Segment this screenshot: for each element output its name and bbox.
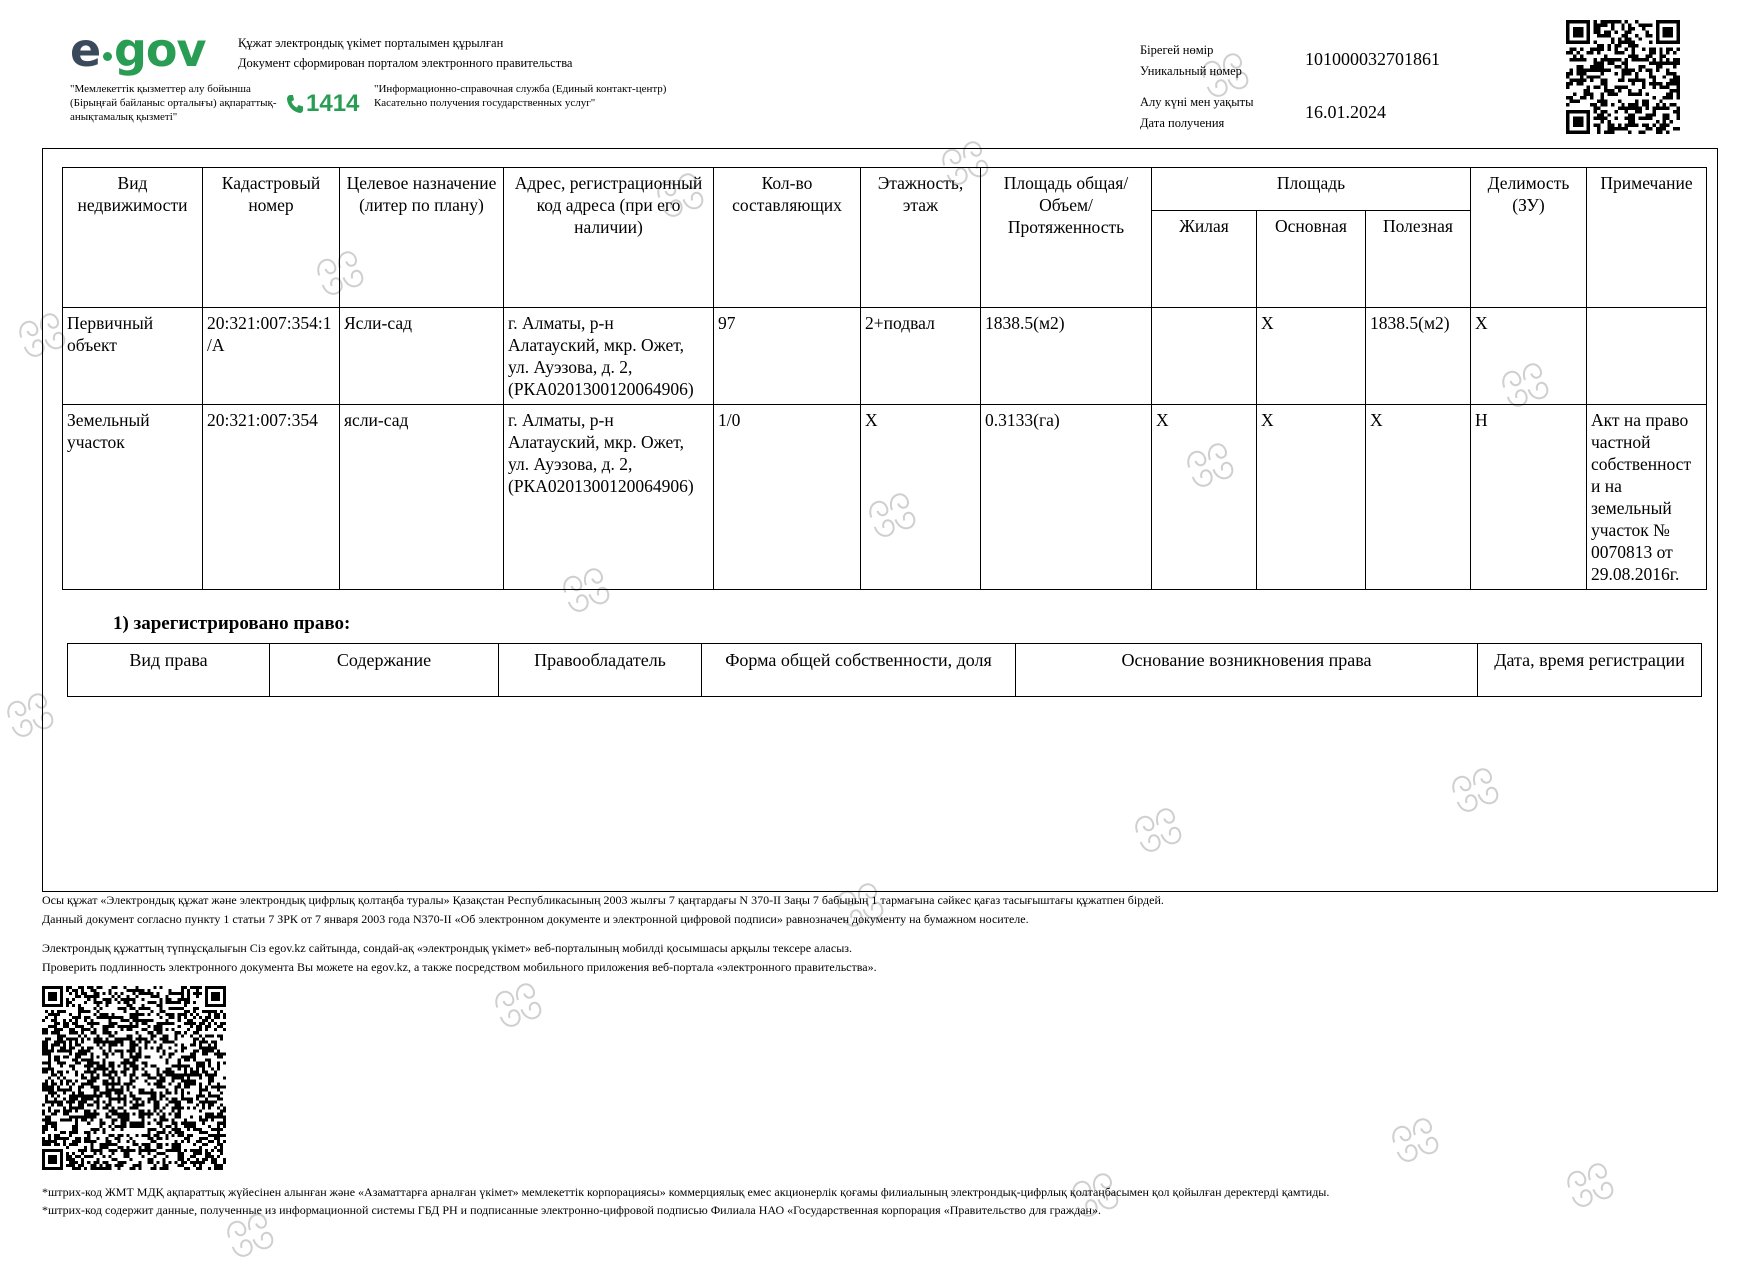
logo-gov: gov [114,23,206,77]
rights-header-holder: Правообладатель [499,644,702,697]
watermark-ornament [488,970,548,1030]
cell-type: Первичный объект [63,308,203,405]
cell-area-total: 1838.5(м2) [981,308,1152,405]
logo-dot [103,52,112,61]
col-header-type: Вид недвижимости [63,168,203,308]
rights-header-ownership-form: Форма общей собственности, доля [702,644,1016,697]
col-header-area-living: Жилая [1152,211,1257,308]
rights-header-content: Содержание [270,644,499,697]
qr-code-bottom [42,986,226,1170]
col-header-area-total: Площадь общая/ Объем/ Протяженность [981,168,1152,308]
col-header-area-useful: Полезная [1366,211,1471,308]
unique-number-label-ru: Уникальный номер [1140,64,1242,78]
cell-divisibility: Н [1471,405,1587,590]
cell-purpose: ясли-сад [340,405,504,590]
unique-number-value: 101000032701861 [1305,49,1440,69]
cell-purpose: Ясли-сад [340,308,504,405]
rights-header-registration-date: Дата, время регистрации [1478,644,1702,697]
logo-e: e [70,23,102,77]
date-label-kk: Алу күні мен уақыты [1140,95,1254,109]
date-value: 16.01.2024 [1305,102,1386,122]
col-header-area-group: Площадь [1152,168,1471,211]
col-header-address: Адрес, регистрационный код адреса (при его наличии) [504,168,714,308]
col-header-divisibility: Делимость (ЗУ) [1471,168,1587,308]
verify-note-ru: Проверить подлинность электронного документа Вы можете на egov.kz, а также посредством мобильного приложения веб-портала «электронного правительства». [42,960,877,974]
rights-header-type: Вид права [68,644,270,697]
col-header-area-main: Основная [1257,211,1366,308]
rights-header-basis: Основание возникновения права [1016,644,1478,697]
cell-cadastral: 20:321:007:354 [203,405,340,590]
col-header-purpose: Целевое назначение (литер по плану) [340,168,504,308]
rights-table [67,643,1702,697]
unique-number-label-kk: Бірегей нөмір [1140,43,1214,57]
rights-section-title: 1) зарегистрировано право: [113,613,351,634]
phone-number-text: 1414 [306,90,360,117]
barcode-note-ru: *штрих-код содержит данные, полученные из информационной системы ГБД РН и подписанные электронно-цифровой подписью Филиала НАО «Государственная корпорация «Правительство для граждан». [42,1203,1101,1217]
contact-center-kk: "Мемлекеттік қызметтер алу бойынша (Бірыңғай байланыс орталығы) ақпараттық-анықтамалық қызметі" [70,83,277,123]
col-header-cadastral: Кадастровый номер [203,168,340,308]
legal-note-ru: Данный документ согласно пункту 1 статьи 7 ЗРК от 7 января 2003 года N370-II «Об электронном документе и электронной цифровой подписи» равнозначен документу на бумажном носителе. [42,912,1029,926]
col-header-components: Кол-во составляющих [714,168,861,308]
cell-type: Земельный участок [63,405,203,590]
phone-icon [286,94,304,114]
cell-floors: 2+подвал [861,308,981,405]
property-table [62,167,1707,590]
cell-area-main: X [1257,405,1366,590]
legal-note-kk: Осы құжат «Электрондық құжат және электрондық цифрлық қолтаңба туралы» Қазақстан Республикасының 2003 жылғы 7 қаңтардағы N 370-II Заңы 7 бабының 1 тармағына сәйкес қағаз тасығыштағы құжатпен бірдей. [42,893,1164,907]
portal-note-ru: Документ сформирован порталом электронного правительства [238,56,573,70]
portal-note-kk: Құжат электрондық үкімет порталымен құрылған [238,36,504,50]
col-header-floors: Этажность, этаж [861,168,981,308]
col-header-note: Примечание [1587,168,1707,308]
table-row [63,308,1707,405]
cell-floors: X [861,405,981,590]
phone-number [286,90,359,118]
cell-address: г. Алматы, р-н Алатауский, мкр. Ожет, ул. Ауэзова, д. 2, (РКА0201300120064906) [504,405,714,590]
cell-components: 97 [714,308,861,405]
verify-note-kk: Электрондық құжаттың түпнұсқалығын Сіз egov.kz сайтында, сондай-ақ «электрондық үкімет» веб-порталының мобилді қосымшасы арқылы тексере аласыз. [42,941,852,955]
watermark-ornament [1560,1150,1620,1210]
cell-cadastral: 20:321:007:354:1/А [203,308,340,405]
date-label-ru: Дата получения [1140,116,1225,130]
cell-divisibility: X [1471,308,1587,405]
cell-address: г. Алматы, р-н Алатауский, мкр. Ожет, ул. Ауэзова, д. 2, (РКА0201300120064906) [504,308,714,405]
cell-components: 1/0 [714,405,861,590]
cell-note [1587,308,1707,405]
cell-note: Акт на право частной собственност и на земельный участок № 0070813 от 29.08.2016г. [1587,405,1707,590]
cell-area-useful: 1838.5(м2) [1366,308,1471,405]
cell-area-living: X [1152,405,1257,590]
watermark-ornament [1385,1105,1445,1165]
cell-area-useful: X [1366,405,1471,590]
barcode-note-kk: *штрих-код ЖМТ МДҚ ақпараттық жүйесінен алынған және «Азаматтарға арналған үкімет» мемлекеттік корпорациясы» коммерциялық емес акционерлік қоғамы филиалының электрондық-цифрлық қолтаңбасымен қол қойылған деректерді қамтиды. [42,1185,1330,1199]
table-row [63,405,1707,590]
qr-code-top [1566,20,1680,134]
contact-center-ru: "Информационно-справочная служба (Единый контакт-центр) Касательно получения государственных услуг" [374,83,667,109]
cell-area-main: X [1257,308,1366,405]
cell-area-living [1152,308,1257,405]
cell-area-total: 0.3133(га) [981,405,1152,590]
egov-logo [70,24,210,82]
